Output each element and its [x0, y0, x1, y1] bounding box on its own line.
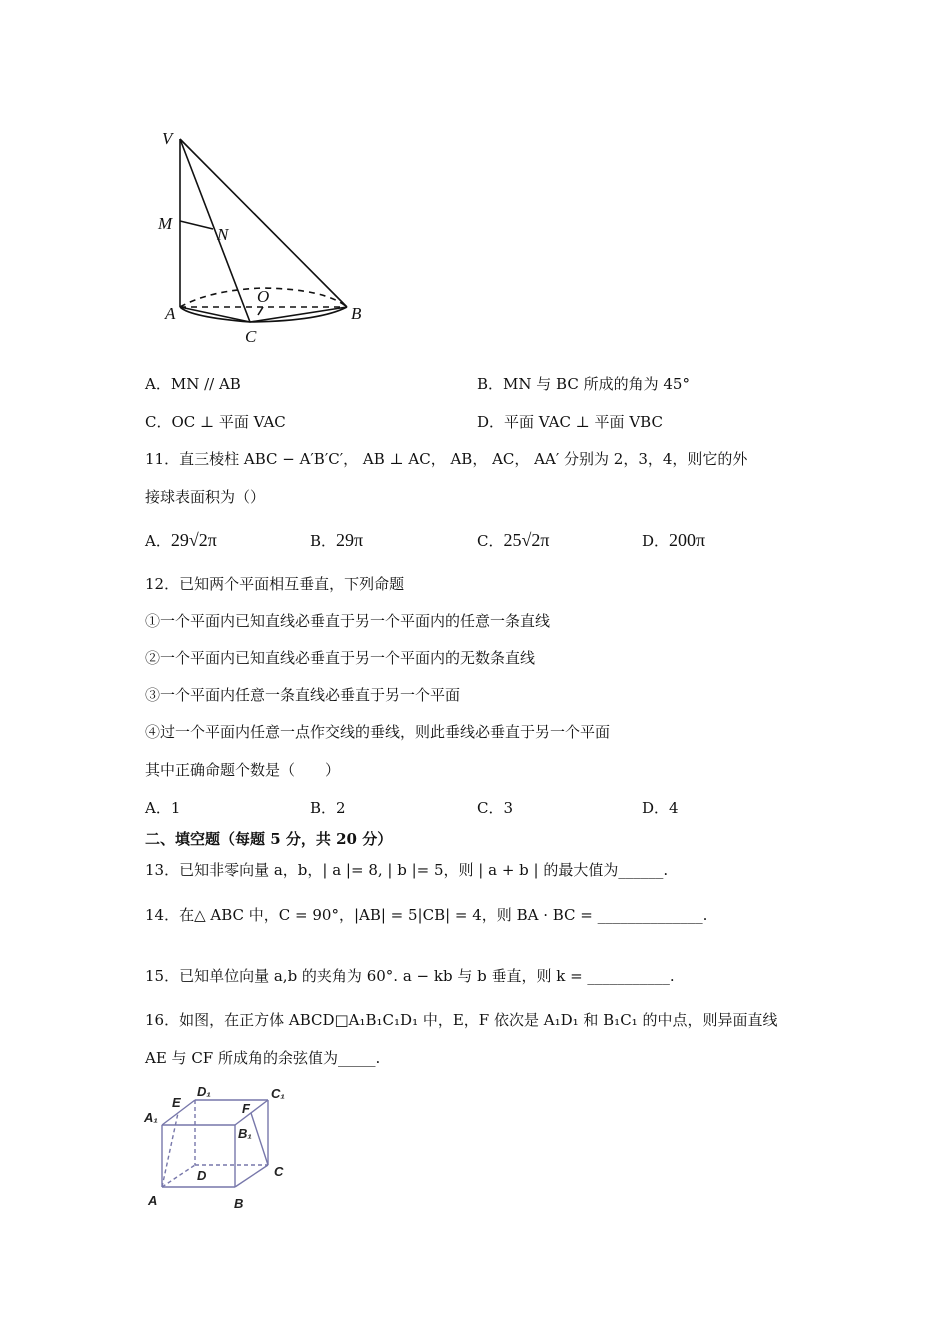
- q12-statement-4: ④过一个平面内任意一点作交线的垂线，则此垂线必垂直于另一个平面: [145, 723, 611, 741]
- q11-option-d: [642, 530, 705, 551]
- q12-option-a: A．1: [145, 799, 181, 817]
- q10-option-a: A．MN // AB: [145, 375, 241, 393]
- cube-label-A: A: [148, 1193, 158, 1208]
- q11-option-a-value: 29√2π: [170, 530, 217, 550]
- q13-text: 13．已知非零向量 a，b，| a |= 8, | b |= 5，则 | a + b | 的最大值为______.: [145, 861, 669, 879]
- cube-label-C1: C₁: [271, 1086, 285, 1101]
- q11-option-d-letter: D．: [642, 532, 670, 550]
- label-V: V: [162, 129, 173, 148]
- cube-label-C: C: [274, 1164, 284, 1179]
- q12-option-b: B．2: [310, 799, 346, 817]
- q12-option-c: C．3: [477, 799, 514, 817]
- cube-label-A1: A₁: [144, 1110, 158, 1125]
- q12-stem: 12．已知两个平面相互垂直，下列命题: [145, 575, 405, 593]
- q11-option-c-letter: C．: [477, 532, 504, 550]
- q10-option-b: B．MN 与 BC 所成的角为 45°: [477, 375, 690, 393]
- q12-statement-1: ①一个平面内已知直线必垂直于另一个平面内的任意一条直线: [145, 612, 551, 630]
- cube-figure: [140, 1080, 300, 1215]
- label-M: M: [158, 214, 173, 233]
- q11-option-b-letter: B．: [310, 532, 337, 550]
- q11-stem-line1: 11．直三棱柱 ABC − A′B′C′， AB ⊥ AC， AB， AC， AA′ 分别为 2，3，4，则它的外: [145, 450, 748, 468]
- cube-label-F: F: [242, 1101, 250, 1116]
- q11-option-d-value: 200π: [669, 530, 706, 550]
- label-O: O: [257, 287, 270, 306]
- q11-option-a: [145, 530, 217, 551]
- cone-figure: [150, 125, 380, 350]
- q12-option-d: D．4: [642, 799, 679, 817]
- q10-option-d: D．平面 VAC ⊥ 平面 VBC: [477, 413, 663, 431]
- cube-label-B: B: [234, 1196, 244, 1211]
- label-A: A: [165, 304, 176, 323]
- label-B: B: [351, 304, 362, 323]
- q12-statement-3: ③一个平面内任意一条直线必垂直于另一个平面: [145, 686, 461, 704]
- section-heading-fill-in: 二、填空题（每题 5 分，共 20 分）: [145, 830, 393, 848]
- cube-label-D1: D₁: [197, 1084, 211, 1099]
- cube-label-E: E: [172, 1095, 181, 1110]
- q11-option-b: [310, 530, 363, 551]
- q12-question: 其中正确命题个数是（ ）: [145, 761, 341, 779]
- label-N: N: [217, 225, 229, 244]
- q11-option-c-value: 25√2π: [503, 530, 550, 550]
- cube-label-D: D: [197, 1168, 207, 1183]
- q16-line2: AE 与 CF 所成角的余弦值为_____.: [145, 1049, 381, 1067]
- q15-text: 15．已知单位向量 a,b 的夹角为 60°. a − kb 与 b 垂直，则 k = ___________.: [145, 967, 675, 985]
- q16-line1: 16．如图，在正方体 ABCD□A₁B₁C₁D₁ 中，E，F 依次是 A₁D₁ 和 B₁C₁ 的中点，则异面直线: [145, 1011, 778, 1029]
- label-C: C: [245, 327, 257, 346]
- q11-option-c: [477, 530, 549, 551]
- cube-label-B1: B₁: [238, 1126, 252, 1141]
- q12-statement-2: ②一个平面内已知直线必垂直于另一个平面内的无数条直线: [145, 649, 536, 667]
- q11-option-b-value: 29π: [336, 530, 364, 550]
- q14-text: 14．在△ ABC 中，C = 90°，|AB| = 5|CB| = 4，则 BA · BC = ______________.: [145, 906, 708, 924]
- q11-option-a-letter: A．: [145, 532, 171, 550]
- q10-option-c: C．OC ⊥ 平面 VAC: [145, 413, 286, 431]
- q11-stem-line2: 接球表面积为（）: [145, 488, 266, 506]
